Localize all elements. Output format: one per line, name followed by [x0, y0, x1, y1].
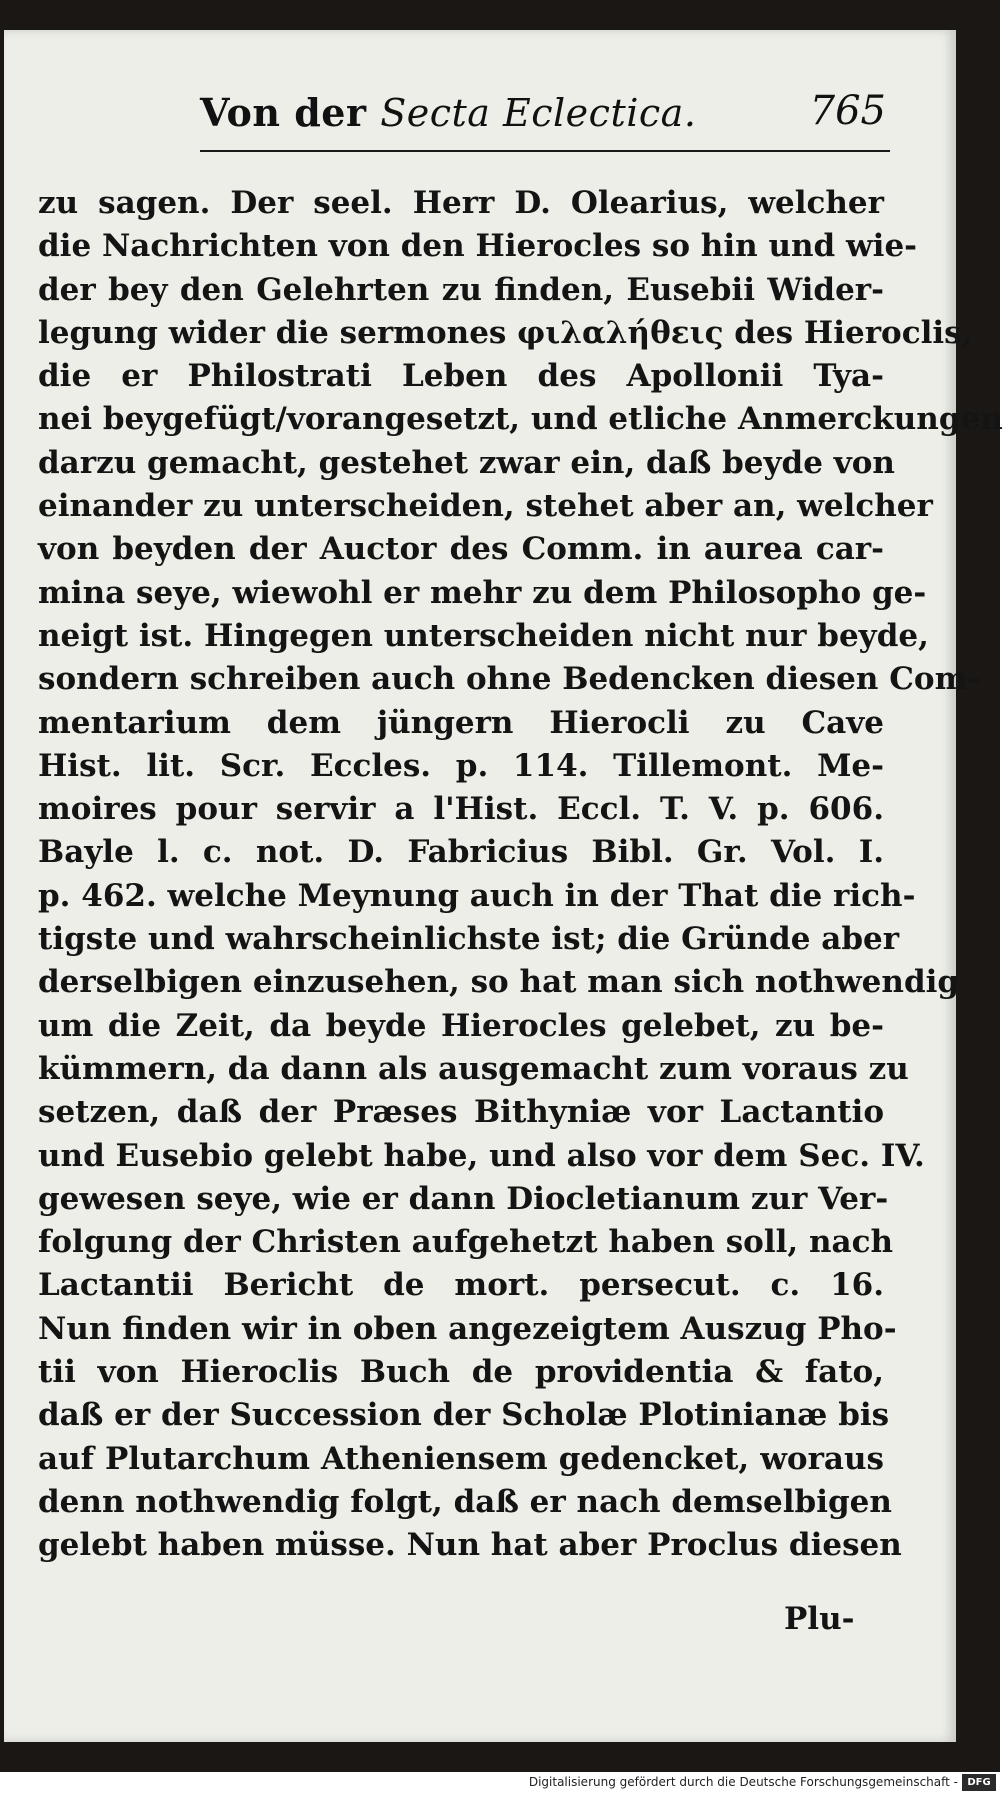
text-line: Nun finden wir in oben angezeigtem Auszug Pho-: [38, 1310, 897, 1347]
page-number: 765: [809, 88, 886, 134]
text-line: sondern schreiben auch ohne Bedencken diesen Com-: [38, 661, 981, 698]
text-line: setzen, daß der Præses Bithyniæ vor Lactantio: [38, 1094, 884, 1131]
running-head-italic: Secta Eclectica.: [380, 91, 697, 135]
text-line: moires pour servir a l'Hist. Eccl. T. V. p. 606.: [38, 791, 884, 828]
digitization-footer: [0, 1772, 1000, 1795]
text-line: kümmern, da dann als ausgemacht zum voraus zu: [38, 1050, 909, 1087]
text-line: derselbigen einzusehen, so hat man sich nothwendig: [38, 964, 960, 1001]
text-line: folgung der Christen aufgehetzt haben soll, nach: [38, 1224, 893, 1261]
text-line: mentarium dem jüngern Hierocli zu Cave: [38, 704, 884, 741]
running-head-roman: Von der: [200, 90, 381, 135]
text-line: neigt ist. Hingegen unterscheiden nicht nur beyde,: [38, 617, 929, 654]
text-line: daß er der Succession der Scholæ Plotinianæ bis: [38, 1397, 890, 1434]
text-line: Lactantii Bericht de mort. persecut. c. 16.: [38, 1267, 884, 1304]
page-header: [200, 86, 890, 152]
text-line: tigste und wahrscheinlichste ist; die Gründe aber: [38, 921, 900, 958]
text-line: denn nothwendig folgt, daß er nach demselbigen: [38, 1483, 892, 1520]
text-line: die er Philostrati Leben des Apollonii Tya-: [38, 358, 884, 395]
funding-credit: Digitalisierung gefördert durch die Deutsche Forschungsgemeinschaft -: [528, 1775, 958, 1789]
text-line: p. 462. welche Meynung auch in der That die rich-: [38, 877, 916, 914]
text-line: die Nachrichten von den Hierocles so hin und wie-: [38, 228, 918, 265]
text-line: mina seye, wiewohl er mehr zu dem Philosopho ge-: [38, 574, 927, 611]
text-line: auf Plutarchum Atheniensem gedencket, woraus: [38, 1440, 884, 1477]
text-line: nei beygefügt/vorangesetzt, und etliche Anmerckungen: [38, 401, 1003, 438]
text-line: um die Zeit, da beyde Hierocles gelebet, zu be-: [38, 1007, 884, 1044]
text-line: der bey den Gelehrten zu finden, Eusebii Wider-: [38, 271, 884, 308]
text-line: darzu gemacht, gestehet zwar ein, daß beyde von: [38, 444, 895, 481]
text-line: zu sagen. Der seel. Herr D. Olearius, welcher: [38, 185, 884, 221]
running-head: [200, 90, 696, 135]
body-text: [38, 182, 1003, 1568]
text-line: von beyden der Auctor des Comm. in aurea car-: [38, 531, 884, 568]
text-line: Bayle l. c. not. D. Fabricius Bibl. Gr. Vol. I.: [38, 834, 884, 871]
catchword: Plu-: [784, 1601, 855, 1637]
text-line: und Eusebio gelebt habe, und also vor dem Sec. IV.: [38, 1137, 925, 1174]
text-line: gewesen seye, wie er dann Diocletianum zur Ver-: [38, 1180, 889, 1217]
text-line: tii von Hieroclis Buch de providentia & fato,: [38, 1354, 884, 1391]
text-line: legung wider die sermones φιλαλήθεις des Hieroclis,: [38, 314, 973, 351]
text-line: gelebt haben müsse. Nun hat aber Proclus diesen: [38, 1527, 902, 1564]
book-page: [4, 30, 1003, 1742]
text-line: einander zu unterscheiden, stehet aber an, welcher: [38, 488, 933, 525]
dfg-logo: DFG: [962, 1774, 996, 1791]
text-line: Hist. lit. Scr. Eccles. p. 114. Tillemont. Me-: [38, 747, 884, 784]
